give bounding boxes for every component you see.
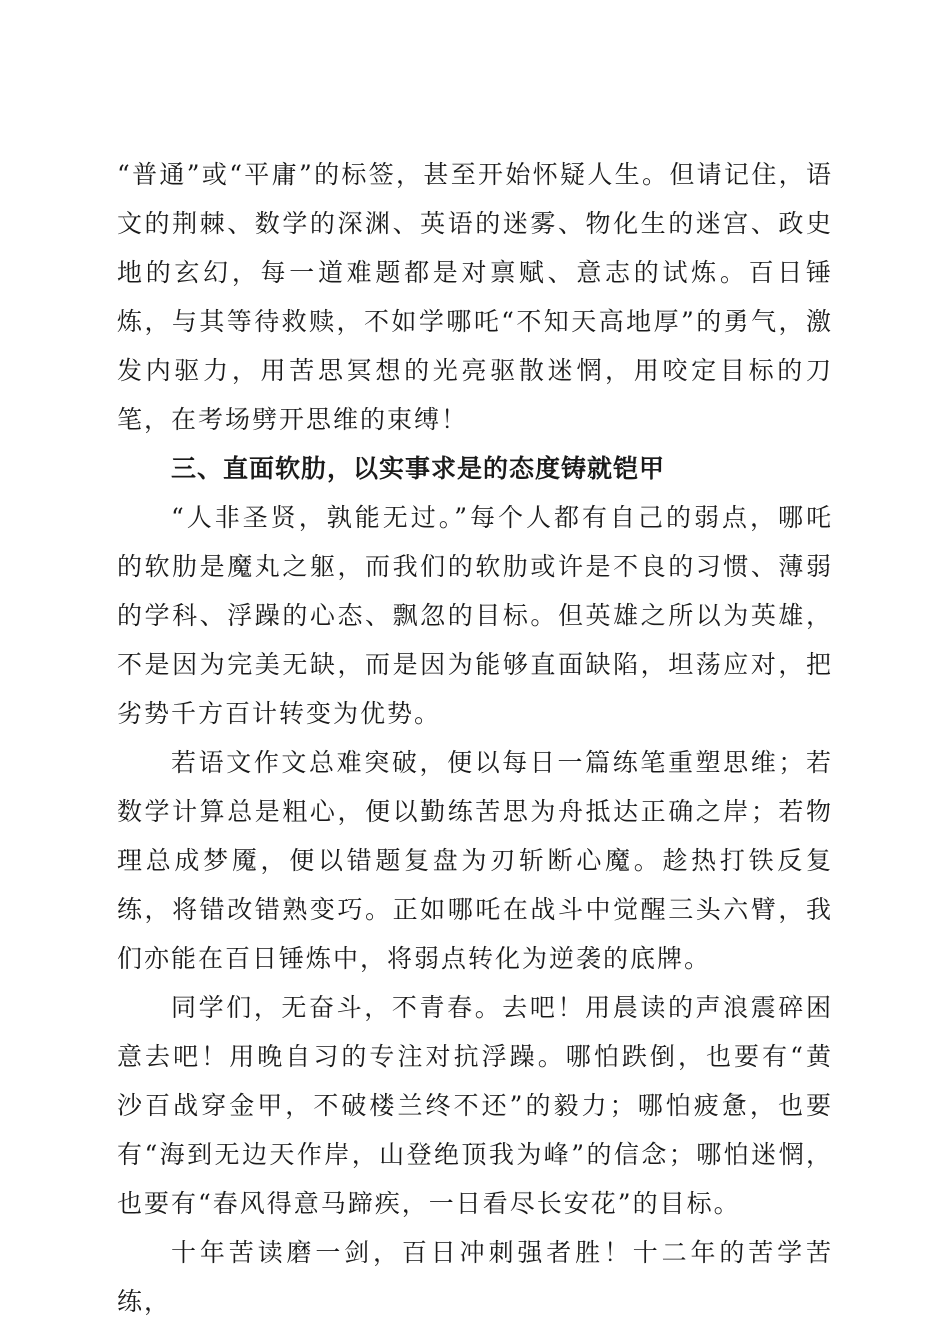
section-heading: 三、直面软肋，以实事求是的态度铸就铠甲 (171, 454, 666, 483)
paragraph: 若语文作文总难突破，便以每日一篇练笔重塑思维；若数学计算总是粗心，便以勤练苦思为舟抵达正确之岸；若物理总成梦魇，便以错题复盘为刃斩断心魔。趁热打铁反复练，将错改错熟变巧。正如哪吒在战斗中觉醒三头六臂，我们亦能在百日锤炼中，将弱点转化为逆袭的底牌。 (117, 748, 833, 973)
paragraph: 十年苦读磨一剑，百日冲刺强者胜！十二年的苦学苦练， (117, 1238, 833, 1316)
paragraph: “人非圣贤，孰能无过。”每个人都有自己的弱点，哪吒的软肋是魔丸之躯，而我们的软肋或许是不良的习惯、薄弱的学科、浮躁的心态、飘忽的目标。但英雄之所以为英雄，不是因为完美无缺，而是因为能够直面缺陷，坦荡应对，把劣势千方百计转变为优势。 (117, 503, 833, 728)
paragraph: 同学们，无奋斗，不青春。去吧！用晨读的声浪震碎困意去吧！用晚自习的专注对抗浮躁。哪怕跌倒，也要有“黄沙百战穿金甲，不破楼兰终不还”的毅力；哪怕疲惫，也要有“海到无边天作岸，山登绝顶我为峰”的信念；哪怕迷惘，也要有“春风得意马蹄疾，一日看尽长安花”的目标。 (117, 993, 833, 1218)
document-body (117, 150, 833, 1326)
paragraph-continued: “普通”或“平庸”的标签，甚至开始怀疑人生。但请记住，语文的荆棘、数学的深渊、英语的迷雾、物化生的迷宫、政史地的玄幻，每一道难题都是对禀赋、意志的试炼。百日锤炼，与其等待救赎，不如学哪吒“不知天高地厚”的勇气，激发内驱力，用苦思冥想的光亮驱散迷惘，用咬定目标的刀笔，在考场劈开思维的束缚！ (117, 160, 833, 434)
